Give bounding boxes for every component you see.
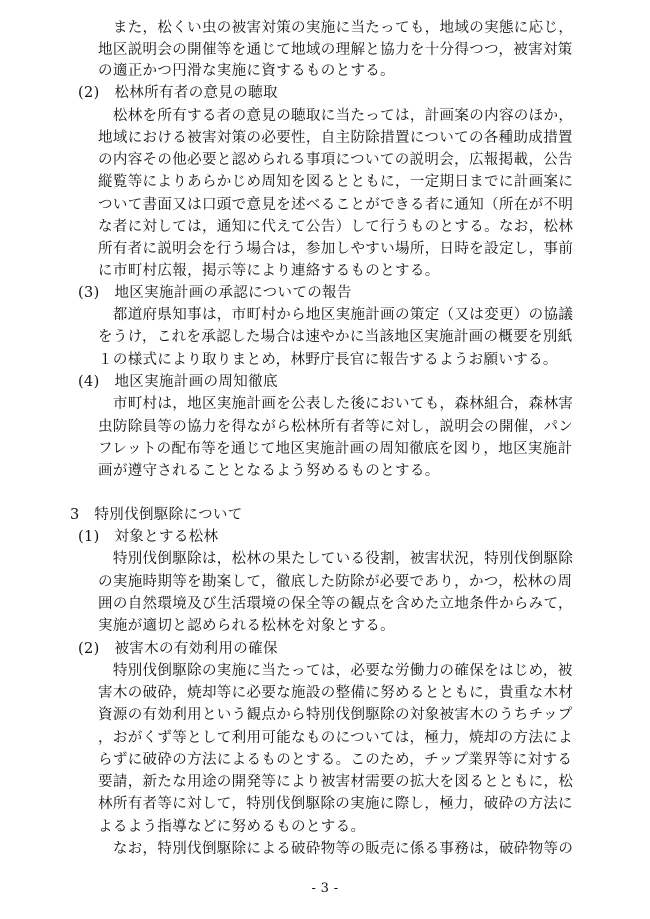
- text-line: なお，特別伐倒駆除による破砕物等の販売に係る事務は，破砕物等の: [98, 841, 574, 857]
- text-line: 市町村は，地区実施計画を公表した後においても，森林組合，森林害: [98, 396, 574, 413]
- text-line: また，松くい虫の被害対策の実施に当たっても，地域の実態に応じ，: [98, 20, 574, 36]
- text-line: フレットの配布等を通じて地区実施計画の周知徹底を図り，地区実施計: [98, 440, 573, 457]
- text-line: １の様式により取りまとめ，林野庁長官に報告するようお願いする。: [98, 351, 558, 368]
- text-line: ついて書面又は口頭で意見を述べることができる者に通知（所在が不明: [98, 196, 574, 213]
- text-line: ，おがくず等として利用可能なものについては，極力，焼却の方法によ: [98, 729, 573, 746]
- text-line: の内容その他必要と認められる事項についての説明会，広報掲載，公告: [98, 152, 573, 168]
- chapter-heading: 3 特別伐倒駆除について: [70, 506, 243, 523]
- text-line: 所有者に説明会を行う場合は，参加しやすい場所，日時を設定し，事前: [98, 241, 574, 258]
- text-line: 地域における被害対策の必要性，自主防除措置についての各種助成措置: [98, 129, 573, 146]
- text-line: 画が遵守されることとなるよう努めるものとする。: [98, 463, 440, 480]
- text-line: らずに破砕の方法によるものとする。このため，チップ業界等に対する: [98, 751, 573, 768]
- section-heading: (3) 地区実施計画の承認についての報告: [78, 284, 352, 301]
- section-heading: (4) 地区実施計画の周知徹底: [78, 374, 278, 390]
- section-heading: (2) 被害木の有効利用の確保: [78, 640, 278, 657]
- text-line: 実施が適切と認められる松林を対象とする。: [98, 618, 395, 635]
- text-line: 虫防除員等の協力を得ながら松林所有者等に対し，説明会の開催，パン: [98, 418, 574, 435]
- page-number: - 3 -: [311, 881, 339, 896]
- text-line: 縦覧等によりあらかじめ周知を図るとともに，一定期日までに計画案に: [98, 174, 574, 191]
- text-line: 松林を所有する者の意見の聴取に当たっては，計画案の内容のほか，: [98, 107, 574, 124]
- text-line: 地区説明会の開催等を通じて地域の理解と協力を十分得つつ，被害対策: [98, 41, 573, 58]
- text-line: に市町村広報，掲示等により連絡するものとする。: [98, 263, 440, 280]
- text-line: の実施時期等を勘案して，徹底した防除が必要であり，かつ，松林の周: [98, 573, 573, 590]
- section-heading: (1) 対象とする松林: [78, 529, 219, 546]
- text-line: 特別伐倒駆除の実施に当たっては，必要な労働力の確保をはじめ，被: [98, 662, 573, 679]
- text-line: 特別伐倒駆除は，松林の果たしている役割，被害状況，特別伐倒駆除: [98, 551, 574, 568]
- section-heading: (2) 松林所有者の意見の聴取: [78, 85, 278, 102]
- text-line: 林所有者等に対して，特別伐倒駆除の実施に際し，極力，破砕の方法に: [98, 796, 573, 813]
- text-line: 資源の有効利用という観点から特別伐倒駆除の対象被害木のうちチップ: [98, 707, 573, 724]
- text-line: な者に対しては，通知に代えて公告）して行うものとする。なお，松林: [98, 218, 574, 235]
- text-line: の適正かつ円滑な実施に資するものとする。: [98, 62, 395, 79]
- text-line: 要請，新たな用途の開発等により被害材需要の拡大を図るとともに，松: [98, 774, 574, 791]
- text-line: 囲の自然環境及び生活環境の保全等の観点を含めた立地条件からみて，: [98, 595, 573, 612]
- text-line: 都道府県知事は，市町村から地区実施計画の策定（又は変更）の協議: [98, 307, 574, 324]
- text-line: よるよう指導などに努めるものとする。: [98, 818, 366, 835]
- text-line: をうけ，これを承認した場合は速やかに当該地区実施計画の概要を別紙: [98, 329, 573, 346]
- text-line: 害木の破砕，焼却等に必要な施設の整備に努めるとともに，貴重な木材: [98, 685, 574, 702]
